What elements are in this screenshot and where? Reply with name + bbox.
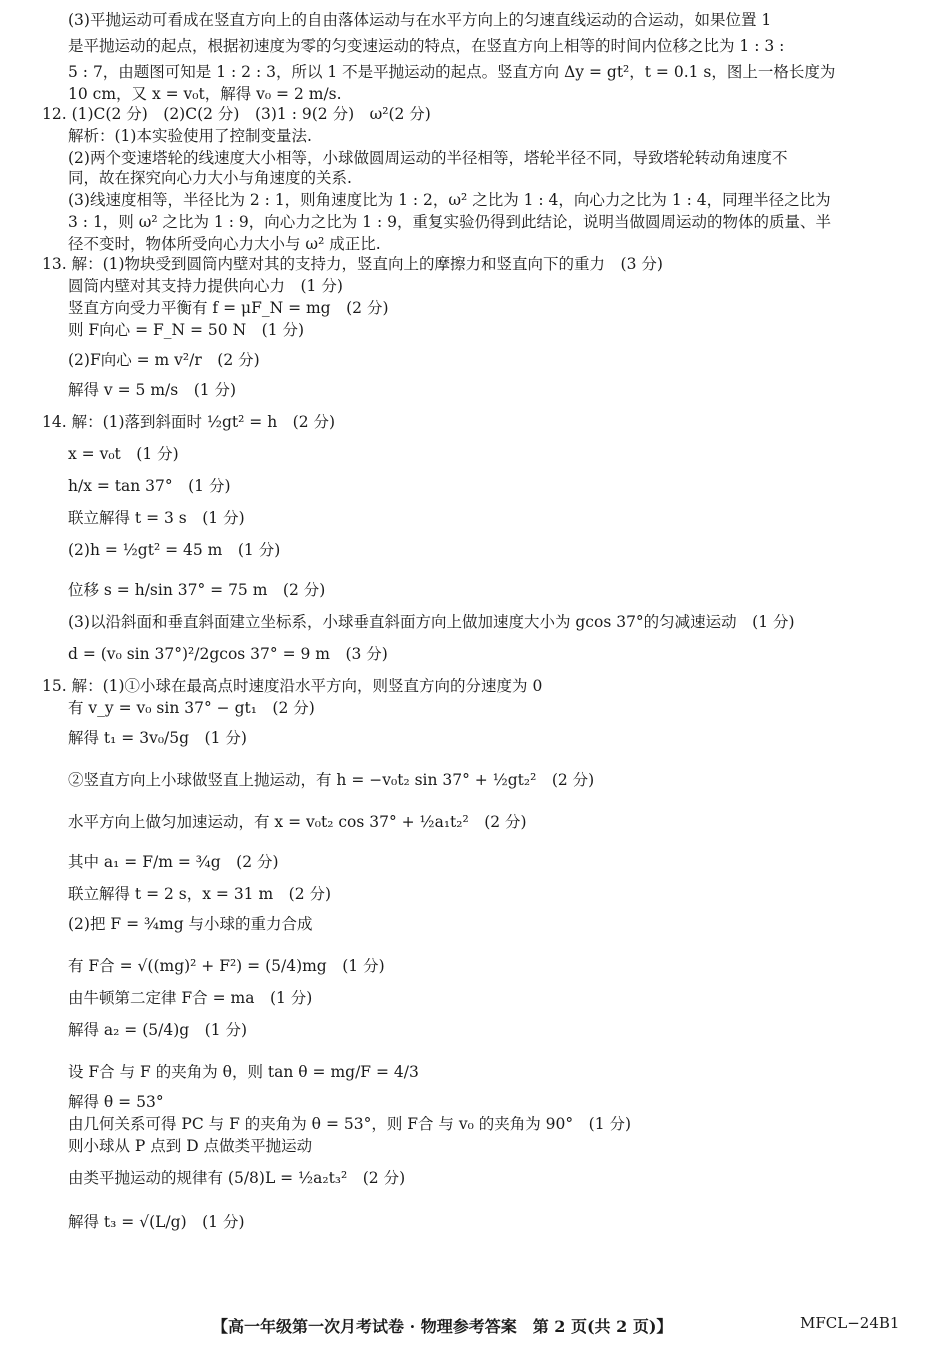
formula-line: 水平方向上做匀加速运动，有 x = v₀t₂ cos 37° + ½a₁t₂² (2 分) [68,813,527,831]
formula-line: 由牛顿第二定律 F合 = ma (1 分) [68,989,313,1007]
formula-line: x = v₀t (1 分) [68,445,179,463]
question-heading: 15. 解：(1)①小球在最高点时速度沿水平方向，则竖直方向的分速度为 0 [42,677,543,695]
text-line: 5 : 7，由题图可知是 1 : 2 : 3，所以 1 不是平抛运动的起点。竖直方向 Δy = gt²，t = 0.1 s，图上一格长度为 [68,63,836,81]
text-line: (2)两个变速塔轮的线速度大小相等，小球做圆周运动的半径相等，塔轮半径不同，导致塔轮转动角速度不 [68,149,788,167]
text-line: 是平抛运动的起点，根据初速度为零的匀变速运动的特点，在竖直方向上相等的时间内位移之比为 1 : 3 : [68,37,785,55]
text-line: (3)平抛运动可看成在竖直方向上的自由落体运动与在水平方向上的匀速直线运动的合运动，如果位置 1 [68,11,772,29]
text-line: 解析：(1)本实验使用了控制变量法. [68,127,312,145]
text-line: 同，故在探究向心力大小与角速度的关系. [68,169,352,187]
text-line: 圆筒内壁对其支持力提供向心力 (1 分) [68,277,343,295]
question-heading: 14. 解：(1)落到斜面时 ½gt² = h (2 分) [42,413,336,431]
question-heading: 12. (1)C(2 分) (2)C(2 分) (3)1 : 9(2 分) ω²(2 分) [42,105,431,123]
text-line: 则 F向心 = F_N = 50 N (1 分) [68,321,305,339]
formula-line: 解得 t₃ = √(L/g) (1 分) [68,1213,245,1231]
formula-line: d = (v₀ sin 37°)²/2gcos 37° = 9 m (3 分) [68,645,388,663]
formula-line: 有 F合 = √((mg)² + F²) = (5/4)mg (1 分) [68,957,385,975]
formula-line: 设 F合 与 F 的夹角为 θ，则 tan θ = mg/F = 4/3 [68,1063,419,1081]
text-line: 3 : 1，则 ω² 之比为 1 : 9，向心力之比为 1 : 9，重复实验仍得到此结论，说明当做圆周运动的物体的质量、半 [68,213,831,231]
text-line: 竖直方向受力平衡有 f = μF_N = mg (2 分) [68,299,389,317]
text-line: 解得 θ = 53° [68,1093,164,1111]
formula-line: 位移 s = h/sin 37° = 75 m (2 分) [68,581,326,599]
text-line: 由几何关系可得 PC 与 F 的夹角为 θ = 53°，则 F合 与 v₀ 的夹角为 90° (1 分) [68,1115,632,1133]
formula-line: (2)F向心 = m v²/r (2 分) [68,351,260,369]
formula-line: 由类平抛运动的规律有 (5/8)L = ½a₂t₃² (2 分) [68,1169,406,1187]
text-line: 径不变时，物体所受向心力大小与 ω² 成正比. [68,235,381,253]
text-line: (3)线速度相等，半径比为 2 : 1，则角速度比为 1 : 2，ω² 之比为 1 : 4，向心力之比为 1 : 4，同理半径之比为 [68,191,831,209]
text-line: 联立解得 t = 2 s，x = 31 m (2 分) [68,885,332,903]
formula-line: (2)把 F = ¾mg 与小球的重力合成 [68,915,313,933]
formula-line: ②竖直方向上小球做竖直上抛运动，有 h = −v₀t₂ sin 37° + ½gt₂² (2 分) [68,771,595,789]
text-line: 联立解得 t = 3 s (1 分) [68,509,245,527]
formula-line: 解得 t₁ = 3v₀/5g (1 分) [68,729,247,747]
question-heading: 13. 解：(1)物块受到圆筒内壁对其的支持力，竖直向上的摩擦力和竖直向下的重力 (3 分) [42,255,663,273]
text-line: 则小球从 P 点到 D 点做类平抛运动 [68,1137,313,1155]
document-code: MFCL−24B1 [800,1314,900,1332]
formula-line: 其中 a₁ = F/m = ¾g (2 分) [68,853,279,871]
text-line: 解得 v = 5 m/s (1 分) [68,381,237,399]
formula-line: (2)h = ½gt² = 45 m (1 分) [68,541,281,559]
text-line: (3)以沿斜面和垂直斜面建立坐标系，小球垂直斜面方向上做加速度大小为 gcos 37°的匀减速运动 (1 分) [68,613,795,631]
text-line: 10 cm，又 x = v₀t，解得 v₀ = 2 m/s. [68,85,342,103]
formula-line: 解得 a₂ = (5/4)g (1 分) [68,1021,248,1039]
formula-line: 有 v_y = v₀ sin 37° − gt₁ (2 分) [68,699,315,717]
formula-line: h/x = tan 37° (1 分) [68,477,231,495]
page-footer: 【高一年级第一次月考试卷 · 物理参考答案 第 2 页(共 2 页)】 [212,1317,673,1336]
